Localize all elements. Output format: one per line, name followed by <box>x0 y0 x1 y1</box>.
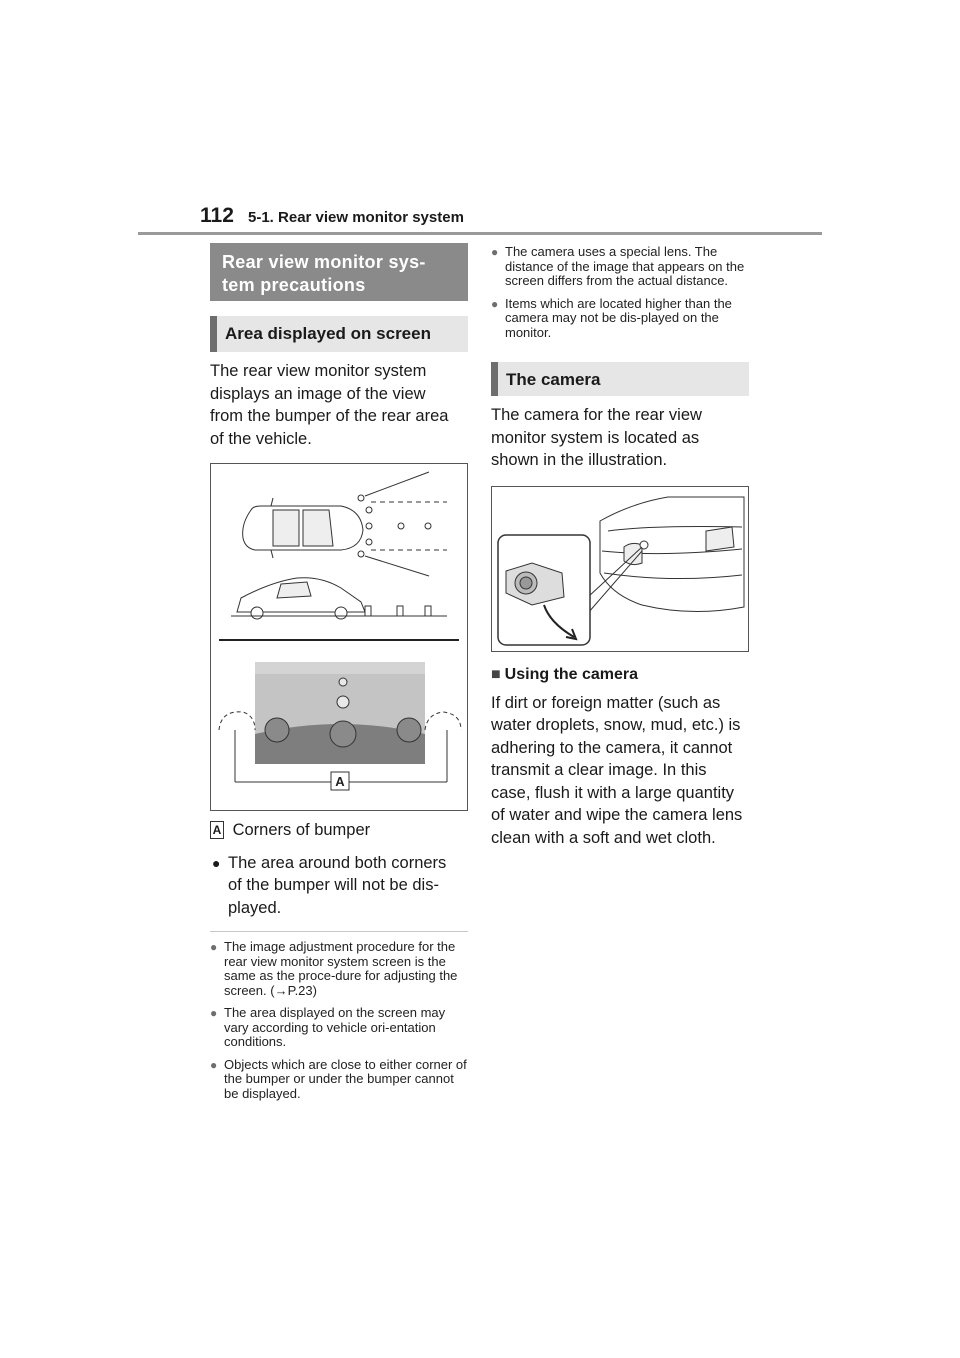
area-display-illustration <box>210 463 468 811</box>
legend-item <box>210 819 468 842</box>
bullet-item <box>210 852 468 920</box>
note-text: The image adjustment procedure for the rear view monitor system screen is the same as the proce-dure for adjusting the screen. (→P.23) <box>224 939 458 998</box>
camera-location-diagram <box>492 487 748 651</box>
vehicle-rear-icon <box>600 497 744 612</box>
car-top-view-icon <box>243 498 363 558</box>
note-bullet-icon: ● <box>491 245 499 259</box>
camera-location-illustration <box>491 486 749 652</box>
main-heading <box>210 243 468 301</box>
using-camera-heading-text: Using the camera <box>504 665 639 683</box>
main-heading-text: Rear view monitor sys- tem precautions <box>222 252 426 295</box>
note-item <box>210 1006 468 1050</box>
left-column <box>210 243 468 1101</box>
note-item <box>491 245 749 289</box>
right-column <box>491 243 749 849</box>
page-number: 112 <box>200 204 234 227</box>
note-text: Objects which are close to either corner of the bumper or under the bumper cannot be displayed. <box>224 1056 467 1101</box>
monitor-screen-view <box>255 662 425 764</box>
section-title: 5-1. Rear view monitor system <box>248 209 464 226</box>
square-bullet-icon: ■ <box>491 665 501 683</box>
bullet-text: The area around both corners of the bumper will not be dis-played. <box>228 853 447 917</box>
note-bullet-icon: ● <box>210 940 218 954</box>
legend-text: Corners of bumper <box>232 821 371 839</box>
car-side-view-icon <box>237 578 365 619</box>
note-bullet-icon: ● <box>491 296 499 311</box>
bullet-icon: ● <box>212 854 221 871</box>
note-item <box>210 1058 468 1102</box>
figure-callout-label: A <box>335 774 345 789</box>
note-text: Items which are located higher than the camera may not be dis-played on the monitor. <box>505 295 732 340</box>
note-text: The area displayed on the screen may vary according to vehicle ori-entation conditions. <box>224 1005 446 1049</box>
note-item <box>210 940 468 998</box>
notes-divider <box>210 931 468 932</box>
note-bullet-icon: ● <box>210 1006 218 1020</box>
intro-text: The rear view monitor system displays an image of the view from the bumper of the rear area of the vehicle. <box>210 362 449 448</box>
note-text: The camera uses a special lens. The distance of the image that appears on the screen differs from the actual distance. <box>505 244 745 288</box>
sub-heading-area-displayed: Area displayed on screen <box>210 316 468 352</box>
heading-the-camera: The camera <box>491 362 749 396</box>
using-camera-body: If dirt or foreign matter (such as water droplets, snow, mud, etc.) is adhering to the camera, it cannot transmit a clear image. In this case, flush it with a large quantity of water and wipe the camera lens clean with a soft and wet cloth. <box>491 693 743 847</box>
note-bullet-icon: ● <box>210 1057 218 1072</box>
obstacle-posts-icon <box>365 606 431 616</box>
header-rule <box>138 232 822 235</box>
camera-intro-text: The camera for the rear view monitor system is located as shown in the illustration. <box>491 406 702 469</box>
sensor-dots-icon <box>358 495 431 557</box>
using-camera-heading <box>491 666 749 684</box>
area-display-diagram <box>211 464 467 810</box>
note-item <box>491 297 749 341</box>
legend-label-box: A <box>210 821 224 839</box>
